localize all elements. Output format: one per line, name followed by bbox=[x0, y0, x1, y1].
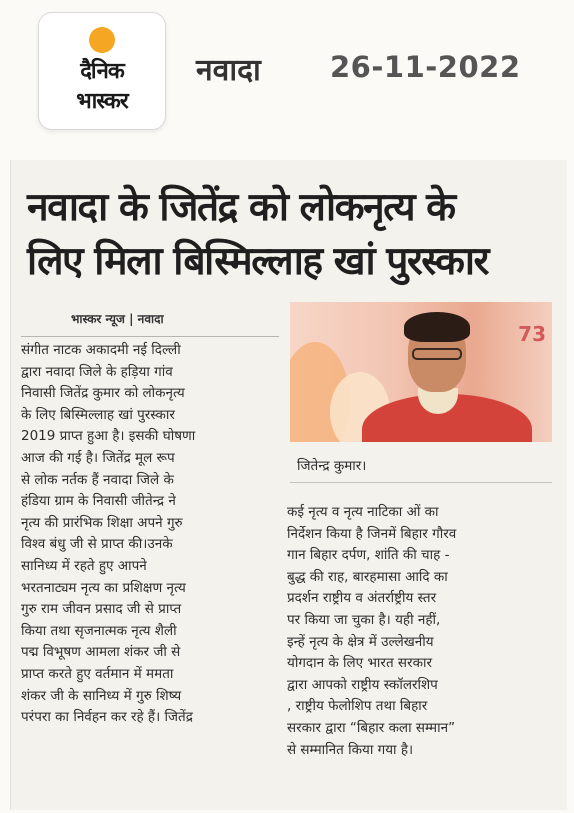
text-line: हंडिया ग्राम के निवासी जीतेन्द्र ने bbox=[21, 493, 176, 510]
text-line: प्राप्त करते हुए वर्तमान में ममता bbox=[21, 665, 174, 682]
sun-icon bbox=[89, 27, 115, 53]
text-line: किया तथा सृजनात्मक नृत्य शैली bbox=[21, 622, 177, 639]
text-line: बुद्ध की राह, बारहमासा आदि का bbox=[287, 568, 448, 585]
caption-divider bbox=[290, 482, 552, 483]
text-line: 2019 प्राप्त हुआ है। इसकी घोषणा bbox=[21, 428, 196, 445]
text-line: द्वारा आपको राष्ट्रीय स्कॉलरशिप bbox=[287, 676, 438, 693]
text-line: सानिध्य में रहते हुए आपने bbox=[21, 557, 147, 574]
text-line: द्वारा नवादा जिले के हड़िया गांव bbox=[21, 363, 173, 380]
edition-city: नवादा bbox=[196, 53, 261, 88]
text-line: परंपरा का निर्वहन कर रहे हैं। जितेंद्र bbox=[21, 709, 193, 726]
article-left-column bbox=[21, 340, 279, 729]
text-line: नृत्य की प्रारंभिक शिक्षा अपने गुरु bbox=[21, 514, 183, 531]
text-line: पद्म विभूषण आमला शंकर जी से bbox=[21, 644, 181, 661]
text-line: पर किया जा चुका है। यही नहीं, bbox=[287, 611, 441, 628]
logo-line1: दैनिक bbox=[80, 59, 124, 84]
text-line: विश्व बंधु जी से प्राप्त की।उनके bbox=[21, 536, 173, 553]
headline-line1: नवादा के जितेंद्र को लोकनृत्य के bbox=[27, 185, 455, 230]
text-line: शंकर जी के सानिध्य में गुरु शिष्य bbox=[21, 687, 182, 704]
byline-divider bbox=[21, 336, 279, 337]
portrait-photo bbox=[290, 302, 552, 442]
text-line: से लोक नर्तक हैं नवादा जिले के bbox=[21, 471, 174, 488]
text-line: गुरु राम जीवन प्रसाद जी से प्राप्त bbox=[21, 601, 182, 618]
text-line: निवासी जितेंद्र कुमार को लोकनृत्य bbox=[21, 385, 185, 402]
text-line: इन्हें नृत्य के क्षेत्र में उल्लेखनीय bbox=[287, 633, 434, 650]
byline: भास्कर न्यूज | नवादा bbox=[71, 312, 164, 326]
text-line: प्रदर्शन राष्ट्रीय व अंतर्राष्ट्रीय स्तर bbox=[287, 590, 437, 607]
text-line: , राष्ट्रीय फेलोशिप तथा बिहार bbox=[287, 698, 428, 715]
text-line: सरकार द्वारा “बिहार कला सम्मान” bbox=[287, 719, 456, 736]
photo-caption: जितेन्द्र कुमार। bbox=[297, 458, 367, 474]
dainik-bhaskar-logo bbox=[38, 12, 166, 130]
text-line: कई नृत्य व नृत्य नाटिका ओं का bbox=[287, 504, 439, 520]
text-line: गान बिहार दर्पण, शांति की चाह - bbox=[287, 547, 450, 564]
text-line: योगदान के लिए भारत सरकार bbox=[287, 655, 432, 672]
logo-line2: भास्कर bbox=[76, 89, 128, 114]
news-clipping bbox=[10, 160, 567, 810]
edition-date: 26-11-2022 bbox=[330, 50, 521, 84]
headline-line2: लिए मिला बिस्मिल्लाह खां पुरस्कार bbox=[27, 239, 488, 284]
text-line: निर्देशन किया है जिनमें बिहार गौरव bbox=[287, 525, 457, 542]
text-line: आज की गई है। जितेंद्र मूल रूप bbox=[21, 449, 175, 466]
article-right-column bbox=[287, 502, 555, 761]
text-line: संगीत नाटक अकादमी नई दिल्ली bbox=[21, 342, 181, 358]
text-line: भरतनाट्यम नृत्य का प्रशिक्षण नृत्य bbox=[21, 579, 186, 596]
photo-number: 73 bbox=[518, 322, 546, 346]
text-line: से सम्मानित किया गया है। bbox=[287, 741, 414, 758]
text-line: के लिए बिस्मिल्लाह खां पुरस्कार bbox=[21, 406, 175, 423]
